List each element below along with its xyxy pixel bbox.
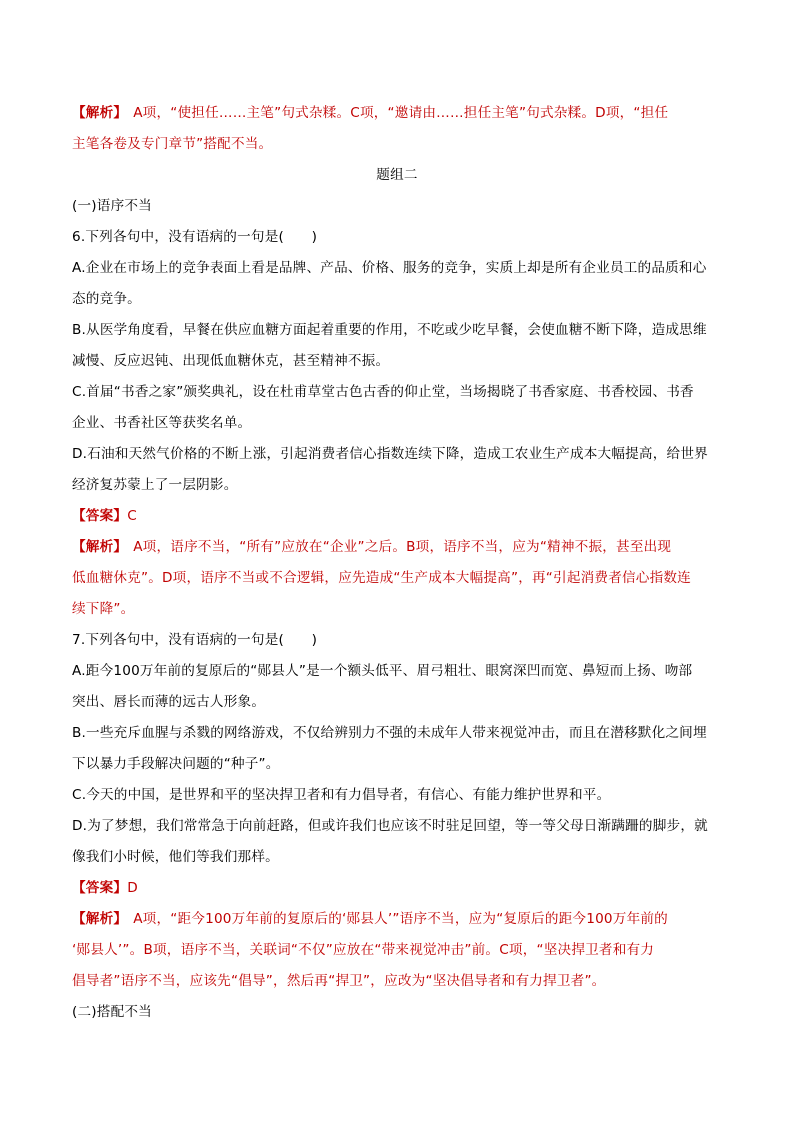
answer-value: D: [127, 880, 138, 896]
q7-option-b-line1: B.一些充斥血腥与杀戮的网络游戏，不仅给辨别力不强的未成年人带来视觉冲击，而且在潜移默化之间埋: [72, 725, 707, 741]
q7-option-c-line1: C.今天的中国，是世界和平的坚决捍卫者和有力倡导者，有信心、有能力维护世界和平。: [72, 787, 611, 803]
q6-analysis-line3: 续下降”。: [72, 601, 135, 617]
q6-option-a-line2: 态的竞争。: [72, 291, 141, 307]
analysis-text: A项，语序不当，“所有”应放在“企业”之后。B项，语序不当，应为“精神不振，甚至出现: [133, 539, 672, 555]
q7-option-b-line2: 下以暴力手段解决问题的“种子”。: [72, 756, 280, 772]
q6-option-b-line1: B.从医学角度看，早餐在供应血糖方面起着重要的作用，不吃或少吃早餐，会使血糖不断下降，造成思维: [72, 322, 707, 338]
q7-option-d-line2: 像我们小时候，他们等我们那样。: [72, 849, 279, 865]
analysis-tag: 【解析】: [72, 911, 128, 927]
q6-answer: [72, 501, 722, 532]
analysis-prev-line1: [72, 98, 722, 129]
group-title: 题组二: [376, 167, 418, 183]
q7-stem: 7.下列各句中，没有语病的一句是( ): [72, 632, 318, 648]
answer-tag: 【答案】: [72, 508, 128, 524]
document-page: [72, 98, 722, 1028]
analysis-tag: 【解析】: [72, 105, 128, 121]
q6-option-c-line2: 企业、书香社区等获奖名单。: [72, 415, 252, 431]
analysis-prev-line2: 主笔各卷及专门章节”搭配不当。: [72, 136, 273, 152]
q7-option-a-line1: A.距今100万年前的复原后的“郧县人”是一个额头低平、眉弓粗壮、眼窝深凹而宽、鼻短而上扬、吻部: [72, 663, 693, 679]
q6-option-c-line1: C.首届“书香之家”颁奖典礼，设在杜甫草堂古色古香的仰止堂，当场揭晓了书香家庭、书香校园、书香: [72, 384, 694, 400]
analysis-tag: 【解析】: [72, 539, 128, 555]
q7-analysis-line3: 倡导者”语序不当，应该先“倡导”，然后再“捍卫”，应改为“坚决倡导者和有力捍卫者”。: [72, 973, 606, 989]
q6-option-d-line1: D.石油和天然气价格的不断上涨，引起消费者信心指数连续下降，造成工农业生产成本大幅提高，给世界: [72, 446, 708, 462]
analysis-text: A项，“距今100万年前的复原后的‘郧县人’”语序不当，应为“复原后的距今100万年前的: [133, 911, 668, 927]
q6-analysis-line2: 低血糖休克”。D项，语序不当或不合逻辑，应先造成“生产成本大幅提高”，再“引起消费者信心指数连: [72, 570, 691, 586]
answer-value: C: [127, 508, 137, 524]
q7-analysis-line2: ‘郧县人’”。B项，语序不当，关联词“不仅”应放在“带来视觉冲击”前。C项，“坚决捍卫者和有力: [72, 942, 655, 958]
q7-option-d-line1: D.为了梦想，我们常常急于向前赶路，但或许我们也应该不时驻足回望，等一等父母日渐蹒跚的脚步，就: [72, 818, 708, 834]
q6-analysis-line1: [72, 532, 722, 563]
q6-option-a-line1: A.企业在市场上的竞争表面上看是品牌、产品、价格、服务的竞争，实质上却是所有企业员工的品质和心: [72, 260, 707, 276]
answer-tag: 【答案】: [72, 880, 128, 896]
q7-analysis-line1: [72, 904, 722, 935]
analysis-text: A项，“使担任……主笔”句式杂糅。C项，“邀请由……担任主笔”句式杂糅。D项，“担任: [133, 105, 669, 121]
section-title-collocation: (二)搭配不当: [72, 1004, 152, 1020]
q7-option-a-line2: 突出、唇长而薄的远古人形象。: [72, 694, 266, 710]
q6-option-d-line2: 经济复苏蒙上了一层阴影。: [72, 477, 238, 493]
q7-answer: [72, 873, 722, 904]
q6-option-b-line2: 减慢、反应迟钝、出现低血糖休克，甚至精神不振。: [72, 353, 390, 369]
q6-stem: 6.下列各句中，没有语病的一句是( ): [72, 229, 318, 245]
section-title-word-order: (一)语序不当: [72, 198, 152, 214]
